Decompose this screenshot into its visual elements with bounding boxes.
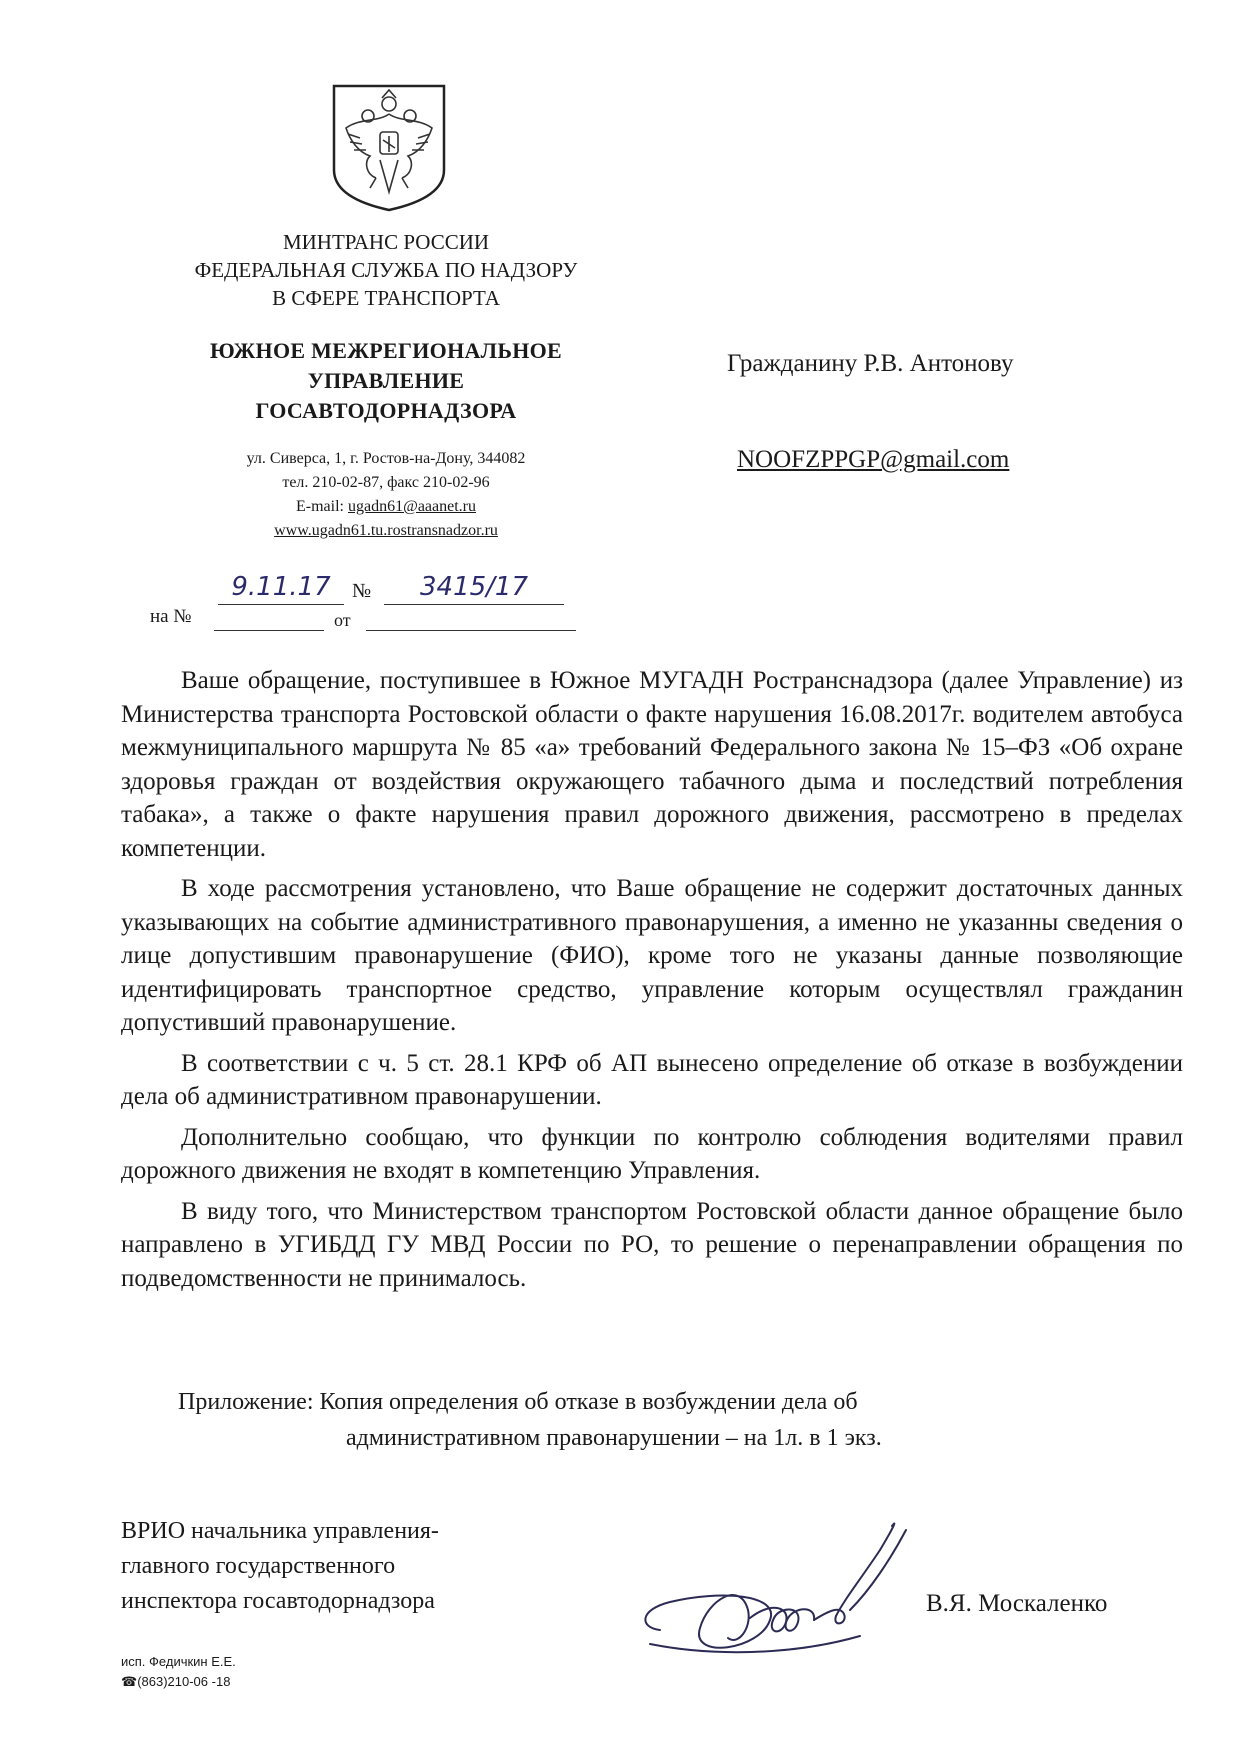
service-name-line1: ФЕДЕРАЛЬНАЯ СЛУЖБА ПО НАДЗОРУ bbox=[194, 258, 578, 282]
body-paragraph: Дополнительно сообщаю, что функции по контролю соблюдения водителями правил дорожного движения не входят в компетенцию Управления. bbox=[121, 1123, 1183, 1184]
address: ул. Сиверса, 1, г. Ростов-на-Дону, 344082 bbox=[246, 450, 526, 467]
ref-date-line bbox=[366, 630, 576, 631]
letter-body bbox=[121, 664, 1183, 1295]
reg-number: 3415/17 bbox=[419, 572, 528, 602]
body-paragraph: В ходе рассмотрения установлено, что Ваше обращение не содержит достаточных данных указывающих на событие административного правонарушения, а именно не указанны сведения о лице допустившим правонарушение (ФИО), кроме того не указаны данные позволяющие идентифицировать транспортное средство, управление которым осуществлял гражданин допустивший правонарушение. bbox=[121, 875, 1183, 1036]
body-paragraph: В соответствии с ч. 5 ст. 28.1 КРФ об АП вынесено определение об отказе в возбуждении дела об административном правонарушении. bbox=[121, 1049, 1183, 1110]
body-paragraph: В виду того, что Министерством транспортом Ростовской области данное обращение было направлено в УГИБДД ГУ МВД России по РО, то решение о перенаправлении обращения по подведомственности не принималось. bbox=[121, 1197, 1183, 1292]
phone-fax: тел. 210-02-87, факс 210-02-96 bbox=[282, 474, 490, 491]
executor-phone: ☎(863)210-06 -18 bbox=[121, 1674, 231, 1689]
department-name-line2: УПРАВЛЕНИЕ bbox=[307, 368, 465, 393]
ref-date-label: от bbox=[334, 610, 351, 630]
signer-name: В.Я. Москаленко bbox=[926, 1590, 1108, 1617]
ref-number-label: на № bbox=[150, 606, 192, 627]
recipient-email[interactable]: NOOFZPPGP@gmail.com bbox=[737, 446, 1010, 473]
ministry-name: МИНТРАНС РОССИИ bbox=[282, 230, 490, 254]
service-name-line2: В СФЕРЕ ТРАНСПОРТА bbox=[272, 286, 500, 310]
reg-date: 9.11.17 bbox=[231, 572, 331, 602]
attachment-line2: административном правонарушении – на 1л. в 1 экз. bbox=[346, 1425, 882, 1451]
executor-name: исп. Федичкин Е.Е. bbox=[121, 1654, 236, 1669]
ref-number-line bbox=[214, 630, 324, 631]
body-paragraph: Ваше обращение, поступившее в Южное МУГАДН Ространснадзора (далее Управление) из Министерства транспорта Ростовской области о факте нарушения 16.08.2017г. водителем автобуса межмуниципального маршрута № 85 «а» требований Федерального закона № 15–ФЗ «Об охране здоровья граждан от воздействия окружающего табачного дыма и последствий потребления табака», а также о факте нарушения правил дорожного движения, рассмотрено в пределах компетенции. bbox=[121, 667, 1183, 862]
signer-position-line3: инспектора госавтодорнадзора bbox=[121, 1588, 435, 1614]
website-link[interactable]: www.ugadn61.tu.rostransnadzor.ru bbox=[274, 522, 498, 539]
reg-number-field bbox=[384, 572, 564, 605]
signer-position bbox=[121, 1514, 439, 1619]
attachment-line1: Приложение: Копия определения об отказе в возбуждении дела об bbox=[178, 1389, 858, 1415]
department-name-line3: ГОСАВТОДОРНАДЗОРА bbox=[255, 398, 517, 423]
signer-position-line1: ВРИО начальника управления- bbox=[121, 1518, 439, 1544]
signer-position-line2: главного государственного bbox=[121, 1553, 396, 1579]
email-link[interactable]: ugadn61@aaanet.ru bbox=[347, 498, 476, 515]
email-line bbox=[126, 498, 646, 516]
reg-number-label: № bbox=[352, 580, 372, 602]
email-label: E-mail: bbox=[296, 498, 348, 515]
reg-date-field bbox=[218, 572, 344, 605]
department-name-line1: ЮЖНОЕ МЕЖРЕГИОНАЛЬНОЕ bbox=[209, 338, 563, 363]
coat-of-arms-icon bbox=[330, 82, 448, 214]
recipient-name: Гражданину Р.В. Антонову bbox=[727, 350, 1014, 377]
attachment-block bbox=[178, 1384, 882, 1456]
